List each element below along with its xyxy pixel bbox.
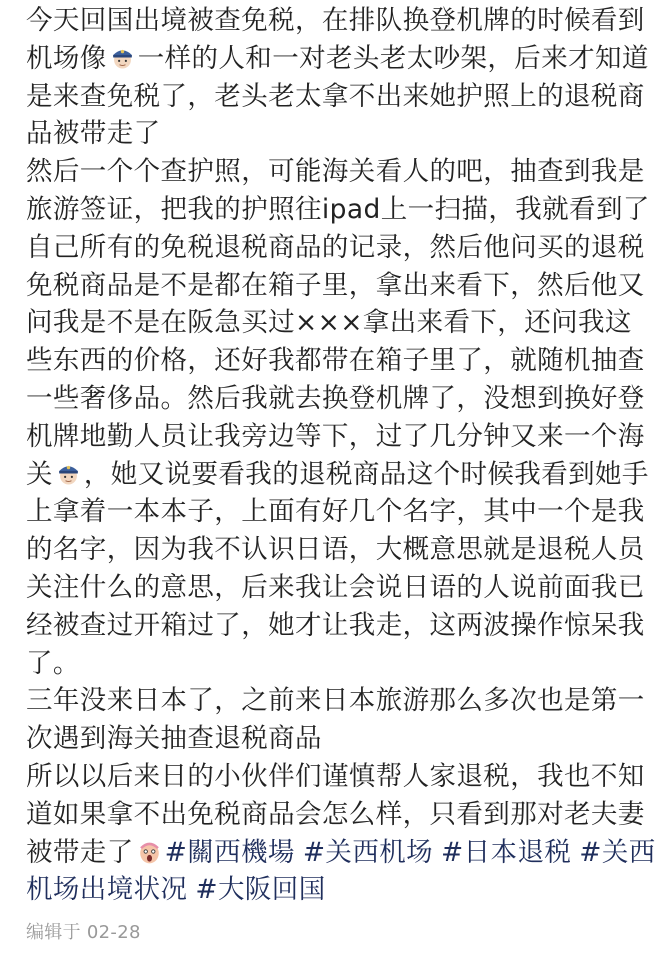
hashtag-link[interactable]: #关西: [579, 836, 656, 868]
text-line: [26, 304, 651, 342]
hashtag-link[interactable]: #關西機場: [164, 836, 295, 868]
text-segment: 一些奢侈品。然后我就去换登机牌了，没想到换好登: [26, 382, 645, 414]
text-line: [26, 115, 651, 153]
text-line: [26, 380, 651, 418]
text-segment: 所以以后来日的小伙伴们谨慎帮人家退税，我也不知: [26, 760, 645, 792]
text-segment: 的名字，因为我不认识日语，大概意思就是退税人员: [26, 534, 645, 566]
hashtag-link[interactable]: #关西机场: [302, 836, 434, 868]
police-officer-icon: [55, 460, 82, 487]
text-segment: 今天回国出境被查免税，在排队换登机牌的时候看到: [26, 5, 645, 36]
text-segment: 些东西的价格，还好我都带在箱子里了，就随机抽查: [26, 345, 645, 377]
text-line: [26, 267, 651, 305]
text-segment: 品被带走了: [26, 118, 161, 150]
text-segment: 道如果拿不出免税商品会怎么样，只看到那对老夫妻: [26, 798, 645, 830]
text-segment: 自己所有的免税退税商品的记录，然后他问买的退税: [26, 231, 645, 263]
text-segment: ，她又说要看我的退税商品这个时候我看到她手: [83, 458, 649, 490]
text-line: [26, 682, 651, 720]
text-line: [26, 418, 651, 456]
text-line: [26, 531, 651, 569]
text-segment: 机牌地勤人员让我旁边等下，过了几分钟又来一个海: [26, 420, 645, 452]
text-line: [26, 456, 651, 494]
text-segment: 免税商品是不是都在箱子里，拿出来看下，然后他又: [26, 269, 645, 301]
text-line: [26, 191, 651, 229]
text-segment: 上拿着一本本子，上面有好几个名字，其中一个是我: [26, 496, 645, 528]
text-segment: 旅游签证，把我的护照往ipad上一扫描，我就看到了: [26, 193, 650, 225]
text-line: [26, 493, 651, 531]
text-line: [26, 40, 651, 78]
text-line: [26, 871, 651, 909]
text-segment: 是来查免税了，老头老太拿不出来她护照上的退税商: [26, 80, 645, 112]
text-line: [26, 758, 651, 796]
text-line: [26, 645, 651, 683]
text-line: [26, 153, 651, 191]
text-segment: 机场像: [26, 42, 107, 74]
text-line: [26, 796, 651, 834]
hashtag-link[interactable]: #大阪回国: [195, 874, 326, 906]
text-segment: 一样的人和一对老头老太吵架，后来才知道: [137, 42, 649, 74]
police-officer-icon: [109, 44, 136, 71]
text-segment: 经被查过开箱过了，她才让我走，这两波操作惊呆我: [26, 609, 645, 641]
text-segment: 了。: [26, 647, 80, 679]
scream-face-icon: [136, 838, 163, 865]
hashtag-link[interactable]: #日本退税: [441, 836, 572, 868]
hashtag-link[interactable]: 机场出境状况: [26, 874, 188, 906]
text-segment: 次遇到海关抽查退税商品: [26, 723, 322, 755]
text-segment: 问我是不是在阪急买过×××拿出来看下，还问我这: [26, 307, 632, 339]
text-line: [26, 342, 651, 380]
text-line: [26, 229, 651, 267]
text-line: [26, 607, 651, 645]
post-body: [26, 0, 656, 909]
text-segment: 关: [26, 458, 53, 490]
text-segment: 被带走了: [26, 836, 134, 868]
text-line: [26, 569, 651, 607]
text-segment: 然后一个个查护照，可能海关看人的吧，抽查到我是: [26, 156, 645, 188]
text-line: [26, 834, 656, 872]
text-line: [26, 720, 651, 758]
text-line: [26, 2, 651, 40]
text-segment: 三年没来日本了，之前来日本旅游那么多次也是第一: [26, 685, 645, 717]
text-segment: 关注什么的意思，后来我让会说日语的人说前面我已: [26, 571, 645, 603]
edited-timestamp: 编辑于 02-28: [26, 922, 141, 943]
text-line: [26, 78, 651, 116]
